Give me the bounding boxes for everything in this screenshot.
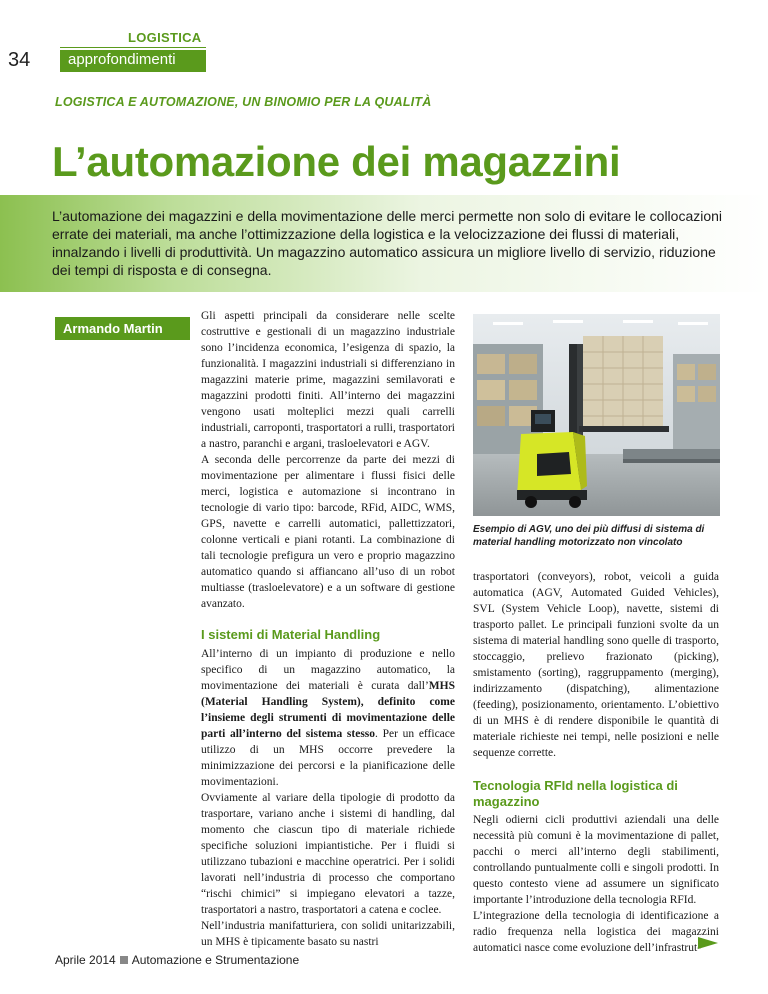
continue-arrow-icon — [698, 937, 718, 949]
agv-warehouse-image — [473, 314, 720, 516]
paragraph: trasportatori (conveyors), robot, veicoli a guida automatica (AGV, Automated Guided Vehicles), SVL (System Vehicle Loop), navette, sistemi di trasporto pallet. Le principali funzioni svolte da un sistema di material handling sono quelle di trasporto, stoccaggio, prelievo frazionato (picking), smistamento (sorting), raggruppamento (merging), indirizzamento (dispatching), alimentazione (feeding), posizionamento, orientamento. L’obiettivo di un MHS è di rendere disponibile le quantità di materiale richieste nei tempi, nelle posizioni e nelle sequenze corrette. — [473, 571, 719, 759]
section-rule — [60, 47, 206, 48]
article-title: L’automazione dei magazzini — [52, 138, 621, 185]
paragraph: Ovviamente al variare della tipologie di prodotto da trasportare, variano anche i sistemi di handling, dal momento che ciascun tipo di materiale richiede specifiche soluzioni impiantistiche. Per i fluidi si utilizzano tubazioni e macchine operatrici. Per i solidi lavorati nell’industria di processo che comportano “rischi chimici” si impiegano elevatori a tazze, trasportatori a nastro, trasportatori a catena e coclee. — [201, 792, 455, 916]
subsection-label: approfondimenti — [60, 50, 206, 71]
photo-caption: Esempio di AGV, uno dei più diffusi di sistema di material handling motorizzato non vincolato — [473, 524, 705, 548]
article-kicker: LOGISTICA E AUTOMAZIONE, UN BINOMIO PER LA QUALITÀ — [55, 95, 432, 109]
section-heading: Tecnologia RFId nella logistica di magazzino — [473, 778, 678, 809]
magazine-name: Automazione e Strumentazione — [131, 953, 300, 967]
paragraph: A seconda delle percorrenze da parte dei mezzi di movimentazione per alimentare i flussi fisici delle merci, logistica e automazione si incontrano in tecnologie di vario tipo: barcode, RFid, AIDC, WMS, GPS, navette e carrelli automatici, pallettizzatori, colonne verticali e piani rotanti. La combinazione di tali tecnologie prefigura un vero e proprio magazzino automatico quando si affiancano all’uso di un robot multiasse (trasloelevatore) e a un software di gestione avanzato. — [201, 454, 455, 610]
paragraph: Nell’industria manifatturiera, con solidi unitarizzabili, un MHS è tipicamente basato su nastri — [201, 920, 455, 948]
section-label: LOGISTICA — [128, 30, 202, 45]
definition-bold: MHS (Material Handling System), definito come l’insieme degli strumenti di movimentazione delle parti all’interno del sistema stesso — [201, 680, 455, 740]
agv-photo — [473, 314, 720, 516]
author-tag: Armando Martin — [55, 318, 190, 340]
text-run: . Per un efficace utilizzo di un MHS occorre prevedere la minimizzazione dei percorsi e la pianificazione delle movimentazioni. — [201, 728, 455, 788]
column-1 — [201, 308, 455, 950]
square-bullet-icon — [120, 956, 128, 964]
paragraph: Gli aspetti principali da considerare nelle scelte costruttive e gestionali di un magazzino industriale sono l’incidenza economica, l’esigenza di spazio, la funzionalità. I magazzini industriali si differenziano in magazzini materie prime, magazzini semilavorati e magazzini prodotti finiti. All’interno dei magazzini vengono usati molteplici mezzi quali carrelli industriali, carroponti, trasportatori a rulli, trasportatori a nastro, paranchi e argani, trasloelevatori e AGV. — [201, 310, 455, 450]
paragraph: Negli odierni cicli produttivi aziendali una delle necessità più comuni è la movimentazione di pallet, pacchi o merci all’interno degli stabilimenti, controllando puntualmente colli e singoli prodotti. In questo contesto viene ad assumere un significato importante l’introduzione della tecnologia RFId. — [473, 814, 719, 906]
page-footer — [55, 953, 299, 967]
issue-date: Aprile 2014 — [55, 953, 116, 967]
subsection-rule — [60, 71, 206, 72]
column-2 — [473, 569, 719, 956]
page-number: 34 — [8, 49, 31, 71]
paragraph: L’integrazione della tecnologia di identificazione a radio frequenza nella logistica dei magazzini automatici nasce come evoluzione dell’infrastrut- — [473, 910, 719, 954]
paragraph — [201, 646, 455, 790]
section-heading: I sistemi di Material Handling — [201, 627, 381, 642]
article-lead: L’automazione dei magazzini e della movimentazione delle merci permette non solo di evitare le collocazioni errate dei materiali, ma anche l’ottimizzazione della logistica e la velocizzazione dei flussi di materiali, innalzando i livelli di produttività. Un magazzino automatico assicura un migliore livello di servizio, riduzione dei tempi di risposta e di consegna. — [52, 208, 723, 278]
text-run: All’interno di un impianto di produzione e nello specifico di un magazzino automatico, la movimentazione dei materiali è curata dall’ — [201, 648, 455, 692]
